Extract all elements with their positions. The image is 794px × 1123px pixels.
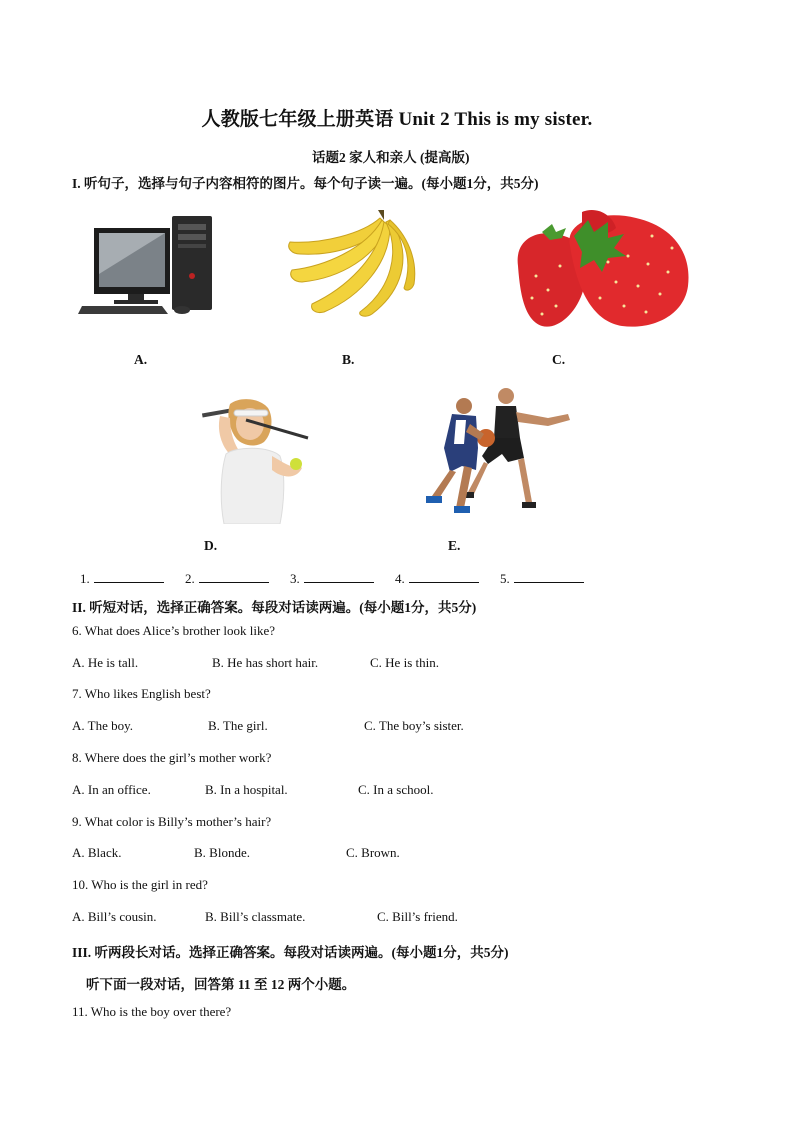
blank-number: 4. — [395, 571, 405, 586]
blank-number: 2. — [185, 571, 195, 586]
option-10a[interactable]: A. Bill’s cousin. — [72, 909, 157, 924]
page-title: 人教版七年级上册英语 Unit 2 This is my sister. — [201, 109, 593, 130]
section-3-heading: III. 听两段长对话。选择正确答案。每段对话读两遍。(每小题1分，共5分) — [72, 945, 509, 960]
option-6a[interactable]: A. He is tall. — [72, 655, 139, 670]
strawberry-icon — [512, 206, 692, 332]
answer-blank-4[interactable] — [395, 570, 479, 587]
section-1-heading: I. 听句子，选择与句子内容相符的图片。每个句子读一遍。(每小题1分，共5分) — [72, 176, 539, 191]
option-9b[interactable]: B. Blonde. — [194, 845, 250, 860]
picture-label-b: B. — [342, 352, 355, 367]
blank-line — [199, 570, 269, 583]
blank-number: 5. — [500, 571, 510, 586]
option-7a[interactable]: A. The boy. — [72, 718, 134, 733]
question-6: 6. What does Alice’s brother look like? — [72, 623, 276, 638]
option-7b[interactable]: B. The girl. — [208, 718, 268, 733]
picture-label-c: C. — [552, 352, 566, 367]
blank-line — [514, 570, 584, 583]
question-7: 7. Who likes English best? — [72, 686, 211, 701]
option-9a[interactable]: A. Black. — [72, 845, 122, 860]
option-10c[interactable]: C. Bill’s friend. — [377, 909, 458, 924]
blank-line — [409, 570, 479, 583]
option-7c[interactable]: C. The boy’s sister. — [364, 718, 464, 733]
option-6b[interactable]: B. He has short hair. — [212, 655, 319, 670]
question-8: 8. Where does the girl’s mother work? — [72, 750, 272, 765]
tennis-player-icon — [186, 394, 318, 524]
option-10b[interactable]: B. Bill’s classmate. — [205, 909, 306, 924]
option-9c[interactable]: C. Brown. — [346, 845, 400, 860]
question-9: 9. What color is Billy’s mother’s hair? — [72, 814, 272, 829]
section-2-heading: II. 听短对话，选择正确答案。每段对话读两遍。(每小题1分，共5分) — [72, 600, 477, 615]
blank-line — [94, 570, 164, 583]
option-6c[interactable]: C. He is thin. — [370, 655, 439, 670]
option-8c[interactable]: C. In a school. — [358, 782, 434, 797]
picture-label-a: A. — [134, 352, 148, 367]
banana-icon — [282, 204, 416, 318]
page-subtitle: 话题2 家人和亲人 (提高版) — [312, 150, 470, 165]
section-3-instruction: 听下面一段对话，回答第 11 至 12 两个小题。 — [86, 977, 356, 992]
blank-number: 1. — [80, 571, 90, 586]
question-10: 10. Who is the girl in red? — [72, 877, 208, 892]
question-11: 11. Who is the boy over there? — [72, 1004, 232, 1019]
option-8b[interactable]: B. In a hospital. — [205, 782, 288, 797]
basketball-players-icon — [398, 384, 578, 520]
blank-line — [304, 570, 374, 583]
answer-blank-2[interactable] — [185, 570, 269, 587]
answer-blank-1[interactable] — [80, 570, 164, 587]
answer-blank-5[interactable] — [500, 570, 584, 587]
blank-number: 3. — [290, 571, 300, 586]
picture-label-e: E. — [448, 538, 461, 553]
computer-icon — [78, 214, 216, 316]
option-8a[interactable]: A. In an office. — [72, 782, 151, 797]
picture-label-d: D. — [204, 538, 218, 553]
answer-blank-3[interactable] — [290, 570, 374, 587]
